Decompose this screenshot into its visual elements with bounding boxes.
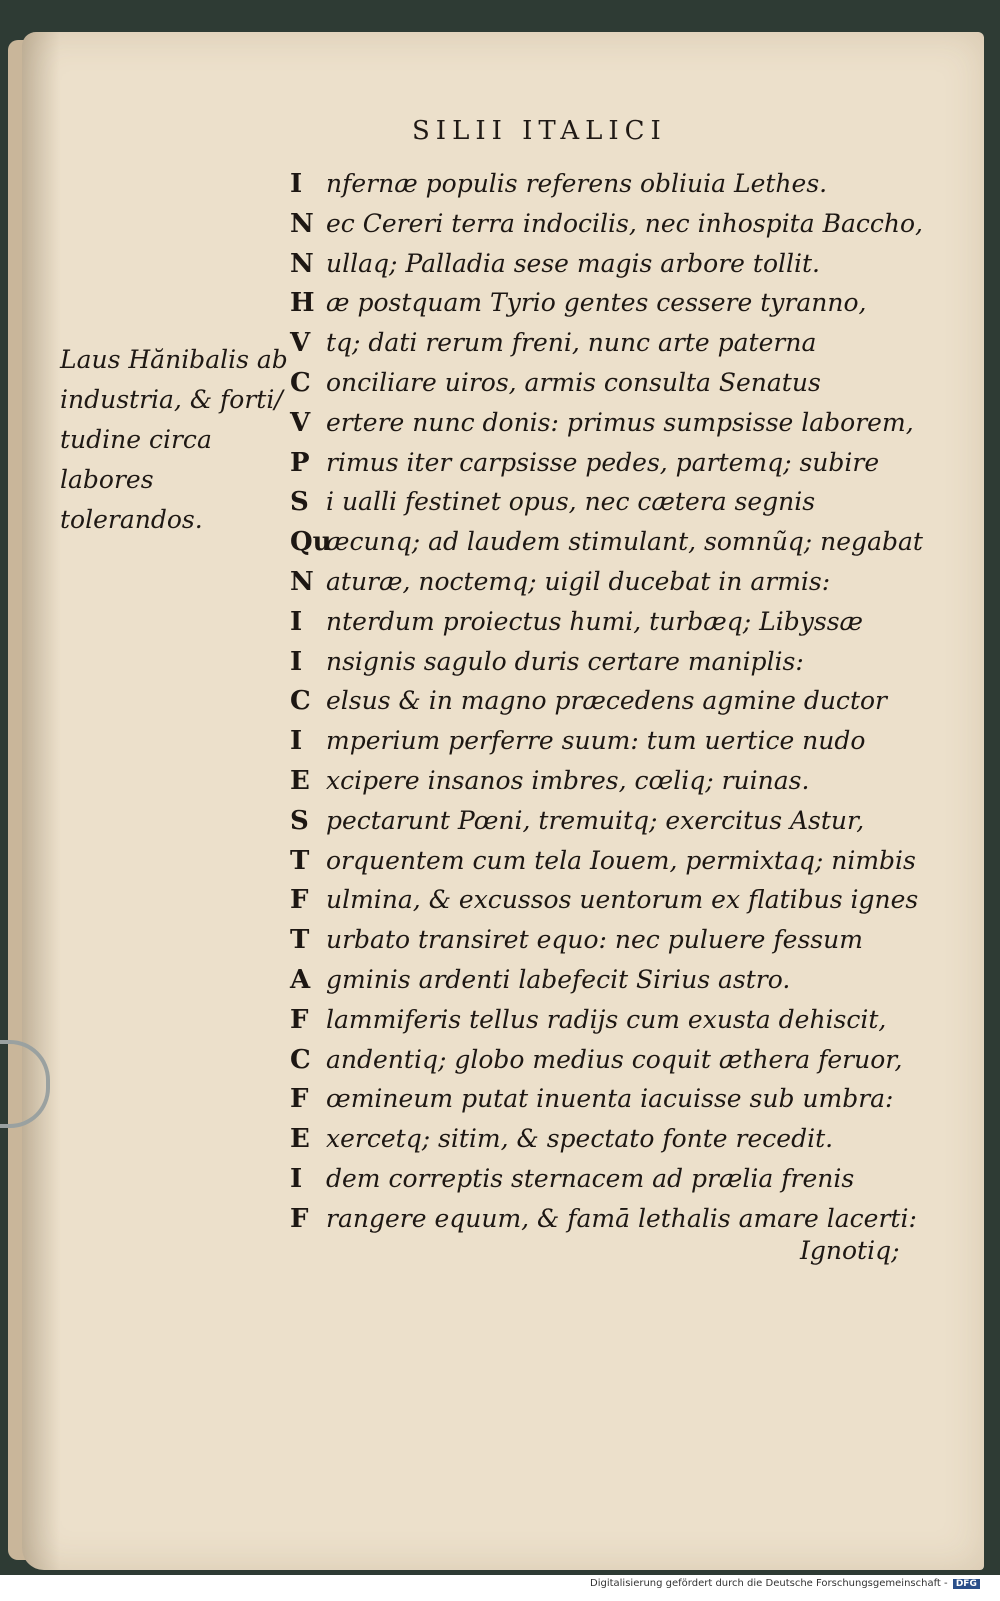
verse-initial: V [290, 328, 311, 359]
verse-initial: Qu [290, 527, 332, 558]
verse-line [290, 960, 930, 1000]
verse-text: urbato transiret equo: nec puluere fessum [326, 925, 863, 955]
verse-line [290, 602, 930, 642]
verse-text: orquentem cum tela Iouem, permixtaq; nimbis [326, 845, 916, 875]
verse-line [290, 721, 930, 761]
verse-initial: P [290, 447, 310, 478]
verse-text: æcunq; ad laudem stimulant, somnũq; negabat [326, 527, 923, 557]
verse-initial: I [290, 726, 303, 757]
verse-text: andentiq; globo medius coquit æthera feruor, [326, 1044, 903, 1074]
verse-initial: H [290, 288, 315, 319]
verse-initial: I [290, 1163, 303, 1194]
verse-list [290, 164, 930, 1239]
verse-text: pectarunt Pœni, tremuitq; exercitus Astur, [326, 805, 865, 835]
verse-line [290, 642, 930, 682]
verse-initial: F [290, 1203, 309, 1234]
verse-text: rangere equum, & famā lethalis amare lacerti: [326, 1203, 917, 1233]
verse-initial: A [290, 964, 311, 995]
verse-initial: N [290, 248, 314, 279]
verse-initial: N [290, 566, 314, 597]
verse-line [290, 1159, 930, 1199]
running-title: SILII ITALICI [412, 116, 667, 146]
verse-line [290, 323, 930, 363]
verse-line [290, 841, 930, 881]
verse-initial: I [290, 169, 303, 199]
verse-text: xcipere insanos imbres, cœliq; ruinas. [326, 765, 810, 795]
verse-line [290, 681, 930, 721]
verse-initial: C [290, 1044, 311, 1075]
footer-credit [590, 1578, 980, 1589]
verse-line [290, 801, 930, 841]
dfg-badge: DFG [953, 1579, 980, 1589]
footer-credit-text: Digitalisierung gefördert durch die Deutsche Forschungsgemeinschaft - [590, 1578, 948, 1589]
verse-line [290, 1000, 930, 1040]
verse-initial: N [290, 208, 314, 239]
verse-text: gminis ardenti labefecit Sirius astro. [326, 964, 791, 994]
verse-initial: I [290, 606, 303, 637]
verse-initial: F [290, 1004, 309, 1035]
verse-text: aturæ, noctemq; uigil ducebat in armis: [326, 566, 831, 596]
verse-initial: C [290, 367, 311, 398]
verse-text: ullaq; Palladia sese magis arbore tollit. [326, 248, 820, 278]
verse-text: ec Cereri terra indocilis, nec inhospita Baccho, [326, 208, 923, 238]
verse-line [290, 880, 930, 920]
verse-text: æ postquam Tyrio gentes cessere tyranno, [326, 288, 867, 318]
verse-line [290, 761, 930, 801]
verse-text: nsignis sagulo duris certare maniplis: [326, 646, 804, 676]
verse-line [290, 164, 930, 204]
verse-initial: E [290, 765, 310, 796]
verse-line [290, 403, 930, 443]
verse-text: nfernæ populis referens obliuia Lethes. [326, 169, 828, 198]
verse-text: tq; dati rerum freni, nunc arte paterna [326, 328, 817, 358]
verse-line [290, 1199, 930, 1239]
verse-initial: T [290, 845, 310, 876]
verse-initial: S [290, 805, 309, 836]
verse-initial: F [290, 1084, 309, 1115]
verse-initial: I [290, 646, 303, 677]
verse-text: nterdum proiectus humi, turbæq; Libyssæ [326, 606, 864, 636]
verse-initial: V [290, 407, 311, 438]
verse-text: mperium perferre suum: tum uertice nudo [326, 726, 866, 756]
verse-text: xercetq; sitim, & spectato fonte recedit. [326, 1124, 834, 1154]
verse-line [290, 283, 930, 323]
verse-text: rimus iter carpsisse pedes, partemq; subire [326, 447, 880, 477]
verse-line [290, 920, 930, 960]
verse-line [290, 1079, 930, 1119]
verse-line [290, 522, 930, 562]
verse-initial: F [290, 885, 309, 916]
verse-text: dem correptis sternacem ad prælia frenis [326, 1163, 855, 1193]
margin-note: Laus Hănibalis ab industria, & forti/ tudine circa labores tolerandos. [60, 345, 288, 534]
verse-text: œmineum putat inuenta iacuisse sub umbra: [326, 1084, 894, 1114]
verse-line [290, 244, 930, 284]
verse-line [290, 482, 930, 522]
verse-initial: T [290, 925, 310, 956]
verse-text: ertere nunc donis: primus sumpsisse laborem, [326, 407, 914, 437]
verse-line [290, 562, 930, 602]
verse-text: elsus & in magno præcedens agmine ductor [326, 686, 887, 716]
verse-initial: S [290, 487, 309, 518]
verse-text: lammiferis tellus radijs cum exusta dehiscit, [326, 1004, 887, 1034]
verse-initial: E [290, 1124, 310, 1155]
verse-initial: C [290, 686, 311, 717]
verse-line [290, 443, 930, 483]
verse-line [290, 204, 930, 244]
verse-text: i ualli festinet opus, nec cætera segnis [326, 487, 816, 517]
verse-line [290, 1119, 930, 1159]
verse-line [290, 363, 930, 403]
catchword: Ignotiq; [800, 1236, 900, 1265]
verse-line [290, 1040, 930, 1080]
verse-text: ulmina, & excussos uentorum ex flatibus ignes [326, 885, 919, 915]
verse-text: onciliare uiros, armis consulta Senatus [326, 367, 821, 397]
